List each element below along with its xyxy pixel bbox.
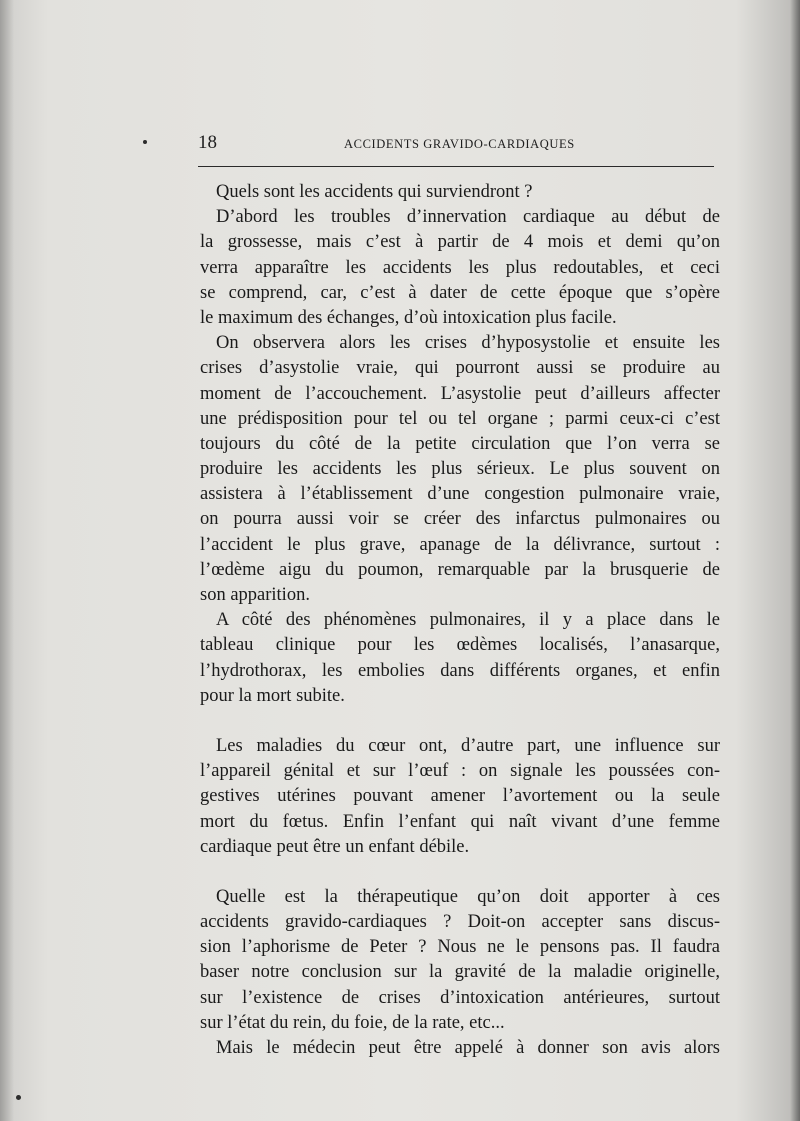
text-line: tableau clinique pour les œdèmes localisés, l’anasarque,: [200, 635, 720, 656]
text-line: l’hydrothorax, les embolies dans différents organes, et enfin: [200, 660, 720, 681]
text-line: mort du fœtus. Enfin l’enfant qui naît vivant d’une femme: [200, 811, 720, 832]
page-left-shadow: [0, 0, 14, 1121]
text-line: cardiaque peut être un enfant débile.: [200, 836, 470, 857]
text-line: la grossesse, mais c’est à partir de 4 mois et demi qu’on: [200, 232, 720, 253]
text-line: On observera alors les crises d’hyposystolie et ensuite les: [216, 333, 720, 354]
paragraph: [200, 734, 720, 860]
header-rule: [198, 166, 714, 167]
text-line: accidents gravido-cardiaques ? Doit-on accepter sans discus-: [200, 912, 720, 933]
page-right-shadow: [790, 0, 800, 1121]
paragraph: [200, 608, 720, 709]
text-line: produire les accidents les plus sérieux. Le plus souvent on: [200, 459, 720, 480]
paragraph: [200, 205, 720, 331]
text-line: se comprend, car, c’est à dater de cette époque que s’opère: [200, 282, 720, 303]
text-line: son apparition.: [200, 585, 310, 605]
text-line: D’abord les troubles d’innervation cardiaque au début de: [216, 207, 720, 228]
text-line: sur l’existence de crises d’intoxication antérieures, surtout: [200, 987, 720, 1008]
text-line: l’œdème aigu du poumon, remarquable par la brusquerie de: [200, 559, 720, 580]
text-line: sion l’aphorisme de Peter ? Nous ne le pensons pas. Il faudra: [200, 937, 720, 958]
text-line: crises d’asystolie vraie, qui pourront aussi se produire au: [200, 358, 720, 379]
section-gap: [200, 860, 720, 885]
text-line: assistera à l’établissement d’une congestion pulmonaire vraie,: [200, 484, 720, 505]
text-line: moment de l’accouchement. L’asystolie peut d’ailleurs affecter: [200, 383, 720, 404]
section-gap: [200, 709, 720, 734]
text-line: baser notre conclusion sur la gravité de la maladie originelle,: [200, 962, 720, 983]
text-line: l’accident le plus grave, apanage de la délivrance, surtout :: [200, 534, 720, 555]
text-line: on pourra aussi voir se créer des infarctus pulmonaires ou: [200, 509, 720, 530]
text-line: Les maladies du cœur ont, d’autre part, une influence sur: [216, 735, 720, 756]
text-line: verra apparaître les accidents les plus redoutables, et ceci: [200, 257, 720, 278]
text-line: l’appareil génital et sur l’œuf : on signale les poussées con-: [200, 761, 720, 782]
scan-speck: [143, 140, 147, 144]
text-line: pour la mort subite.: [200, 685, 345, 706]
text-line: le maximum des échanges, d’où intoxication plus facile.: [200, 307, 617, 328]
text-line: Quelle est la thérapeutique qu’on doit apporter à ces: [216, 886, 720, 907]
text-line: une prédisposition pour tel ou tel organe ; parmi ceux-ci c’est: [200, 408, 720, 429]
running-header: [198, 132, 714, 158]
text-line: toujours du côté de la petite circulation que l’on verra se: [200, 433, 720, 454]
paragraph: [200, 885, 720, 1036]
text-line: A côté des phénomènes pulmonaires, il y a place dans le: [216, 610, 720, 631]
text-line: Quels sont les accidents qui surviendront ?: [216, 182, 533, 202]
page-number: 18: [198, 132, 217, 153]
running-title: ACCIDENTS GRAVIDO-CARDIAQUES: [344, 137, 575, 151]
scan-speck: [16, 1095, 21, 1100]
text-line: Mais le médecin peut être appelé à donner son avis alors: [216, 1038, 720, 1058]
paragraph: [200, 331, 720, 608]
paragraph: [200, 1036, 720, 1061]
text-line: sur l’état du rein, du foie, de la rate, etc...: [200, 1012, 505, 1033]
paragraph: [200, 180, 720, 205]
text-line: gestives utérines pouvant amener l’avortement ou la seule: [200, 786, 720, 807]
body-text: [200, 180, 720, 1061]
